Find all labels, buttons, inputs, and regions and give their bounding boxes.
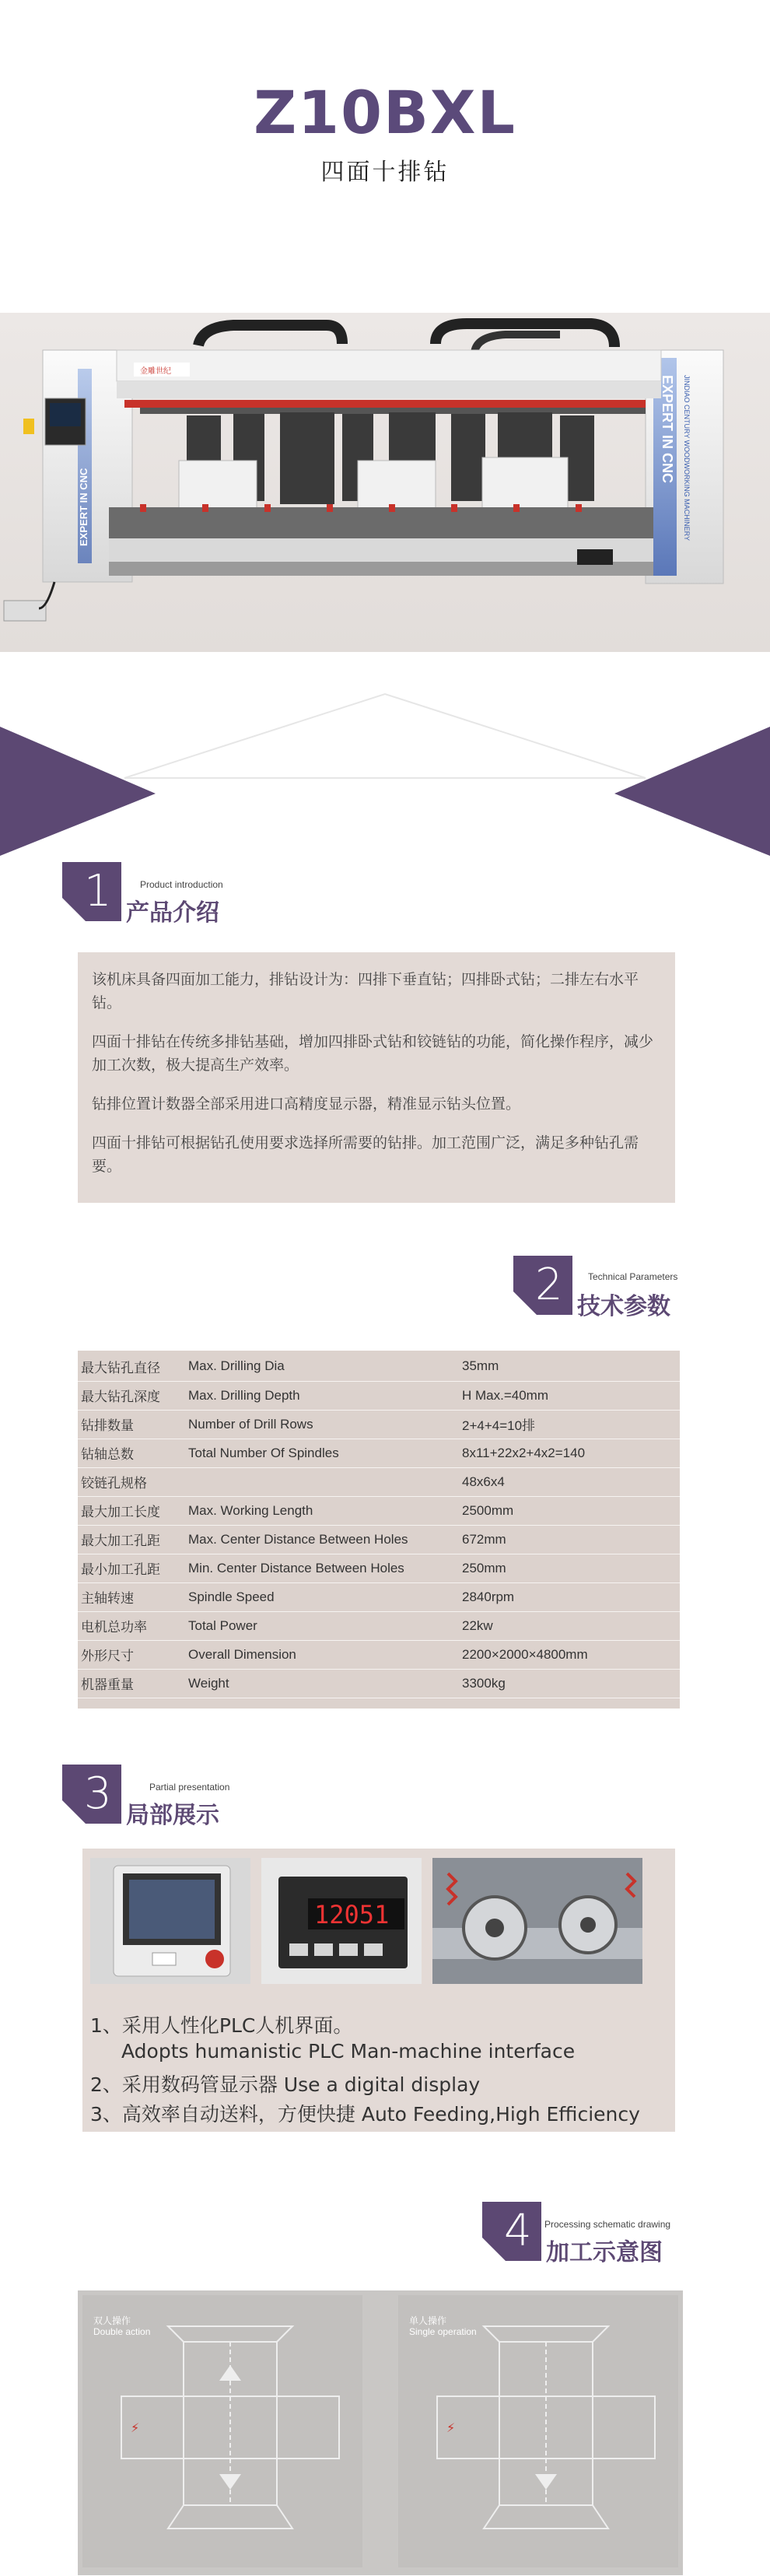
plc-panel-image <box>90 1858 250 1984</box>
spec-value: 8x11+22x2+4x2=140 <box>462 1445 586 1460</box>
decorative-divider <box>0 685 770 864</box>
spec-row <box>78 1496 680 1525</box>
intro-paragraph: 钻排位置计数器全部采用进口高精度显示器，精准显示钻头位置。 <box>92 1095 521 1113</box>
side-small-text: JINDIAO CENTURY WOODWORKING MACHINERY <box>683 375 691 541</box>
spec-row <box>78 1554 680 1582</box>
spec-name-en: Max. Center Distance Between Holes <box>188 1531 408 1547</box>
machine-illustration <box>0 313 770 652</box>
spec-row <box>78 1439 680 1467</box>
spec-name-en: Max. Drilling Depth <box>188 1387 300 1403</box>
svg-text:⚡: ⚡ <box>446 2422 456 2435</box>
section-number-badge: 1 <box>62 862 121 921</box>
spec-name-cn: 铰链孔规格 <box>81 1476 147 1491</box>
spec-value: 3300kg <box>462 1675 506 1691</box>
spec-row <box>78 1669 680 1698</box>
section-en-title: Product introduction <box>140 879 223 890</box>
spec-row <box>78 1640 680 1669</box>
spec-name-en: Spindle Speed <box>188 1589 275 1604</box>
spec-name-en: Total Power <box>188 1617 257 1633</box>
spec-row <box>78 1582 680 1611</box>
spec-value: 48x6x4 <box>462 1474 505 1489</box>
spec-name-cn: 钻轴总数 <box>81 1447 134 1463</box>
spec-value: 250mm <box>462 1560 506 1575</box>
spec-name-en: Overall Dimension <box>188 1646 296 1662</box>
spec-name-cn: 主轴转速 <box>81 1591 134 1607</box>
spec-name-cn: 外形尺寸 <box>81 1649 134 1664</box>
spec-name-cn: 最大钻孔深度 <box>81 1390 160 1405</box>
spec-row <box>78 1611 680 1640</box>
section-number-badge: 2 <box>513 1256 572 1315</box>
spec-value: 2+4+4=10排 <box>462 1418 536 1433</box>
machine-photo <box>0 313 770 652</box>
section-en-title: Partial presentation <box>149 1782 230 1793</box>
spec-name-cn: 机器重量 <box>81 1677 134 1693</box>
spec-name-cn: 最大加工孔距 <box>81 1533 160 1549</box>
spec-row <box>78 1467 680 1496</box>
intro-paragraph: 该机床具备四面加工能力，排钻设计为：四排下垂直钻；四排卧式钻；二排左右水平钻。 <box>92 971 639 1011</box>
spec-name-cn: 最大钻孔直径 <box>81 1360 160 1376</box>
schematic-label-cn: 双人操作 <box>93 2315 131 2326</box>
spec-name-en: Max. Working Length <box>188 1502 313 1518</box>
schematic-label-en: Double action <box>93 2326 151 2337</box>
spec-name-cn: 最大加工长度 <box>81 1505 160 1520</box>
feature-line: 1、采用人性化PLC人机界面。 <box>90 2014 353 2037</box>
spec-value: 2500mm <box>462 1502 514 1518</box>
intro-paragraph: 四面十排钻可根据钻孔使用要求选择所需要的钻排。加工范围广泛，满足多种钻孔需要。 <box>92 1134 639 1175</box>
spec-value: 2840rpm <box>462 1589 515 1604</box>
spec-value: 35mm <box>462 1358 499 1374</box>
spec-row <box>78 1525 680 1554</box>
spec-name-en: Total Number Of Spindles <box>188 1445 339 1460</box>
intro-paragraph: 四面十排钻在传统多排钻基础，增加四排卧式钻和铰链钻的功能，简化操作程序，减少加工次数，极大提高生产效率。 <box>92 1033 654 1074</box>
schematic-label-cn: 单人操作 <box>409 2315 447 2326</box>
spec-name-cn: 钻排数量 <box>81 1418 134 1434</box>
section-cn-title: 技术参数 <box>577 1293 670 1320</box>
product-subtitle: 四面十排钻 <box>320 159 450 186</box>
spec-value: 672mm <box>462 1531 506 1547</box>
product-model-title: Z10BXL <box>254 78 516 147</box>
schematic-label-en: Single operation <box>409 2326 477 2337</box>
section-cn-title: 产品介绍 <box>126 899 219 927</box>
spec-row <box>78 1381 680 1410</box>
schematic-box <box>78 2290 683 2575</box>
section-en-title: Processing schematic drawing <box>544 2219 671 2230</box>
section-number-badge: 3 <box>62 1765 121 1824</box>
side-text-right: EXPERT IN CNC <box>660 375 675 484</box>
section-cn-title: 局部展示 <box>126 1802 219 1829</box>
feature-line: 3、高效率自动送料，方便快捷 Auto Feeding,High Efficiency <box>90 2103 640 2126</box>
spec-row <box>78 1410 680 1439</box>
spec-name-en: Min. Center Distance Between Holes <box>188 1560 404 1575</box>
feature-line: Adopts humanistic PLC Man-machine interface <box>121 2040 576 2063</box>
auto-feeding-image <box>432 1858 642 1984</box>
spec-value: H Max.=40mm <box>462 1387 548 1403</box>
spec-name-en: Max. Drilling Dia <box>188 1358 285 1374</box>
partial-presentation-box <box>82 1849 675 2132</box>
spec-table-box <box>78 1351 680 1709</box>
double-action-panel <box>82 2295 362 2567</box>
side-text-left: EXPERT IN CNC <box>78 468 89 546</box>
single-operation-panel <box>398 2295 678 2567</box>
svg-text:⚡: ⚡ <box>131 2422 140 2435</box>
spec-name-en: Number of Drill Rows <box>188 1416 313 1432</box>
spec-name-en <box>188 1467 462 1496</box>
intro-text-box <box>78 952 675 1203</box>
feature-line: 2、采用数码管显示器 Use a digital display <box>90 2073 481 2096</box>
spec-table <box>78 1352 680 1698</box>
section-en-title: Technical Parameters <box>588 1271 678 1282</box>
section-cn-title: 加工示意图 <box>546 2239 663 2266</box>
spec-value: 2200×2000×4800mm <box>462 1646 588 1662</box>
section-number-badge: 4 <box>482 2202 541 2261</box>
digital-display-image <box>261 1858 422 1984</box>
spec-name-en: Weight <box>188 1675 229 1691</box>
spec-row <box>78 1352 680 1381</box>
display-readout: 12051 <box>314 1900 390 1929</box>
spec-name-cn: 最小加工孔距 <box>81 1562 160 1578</box>
spec-value: 22kw <box>462 1617 493 1633</box>
brand-logo-text: 金雕世纪 <box>140 367 171 376</box>
spec-name-cn: 电机总功率 <box>81 1620 147 1635</box>
